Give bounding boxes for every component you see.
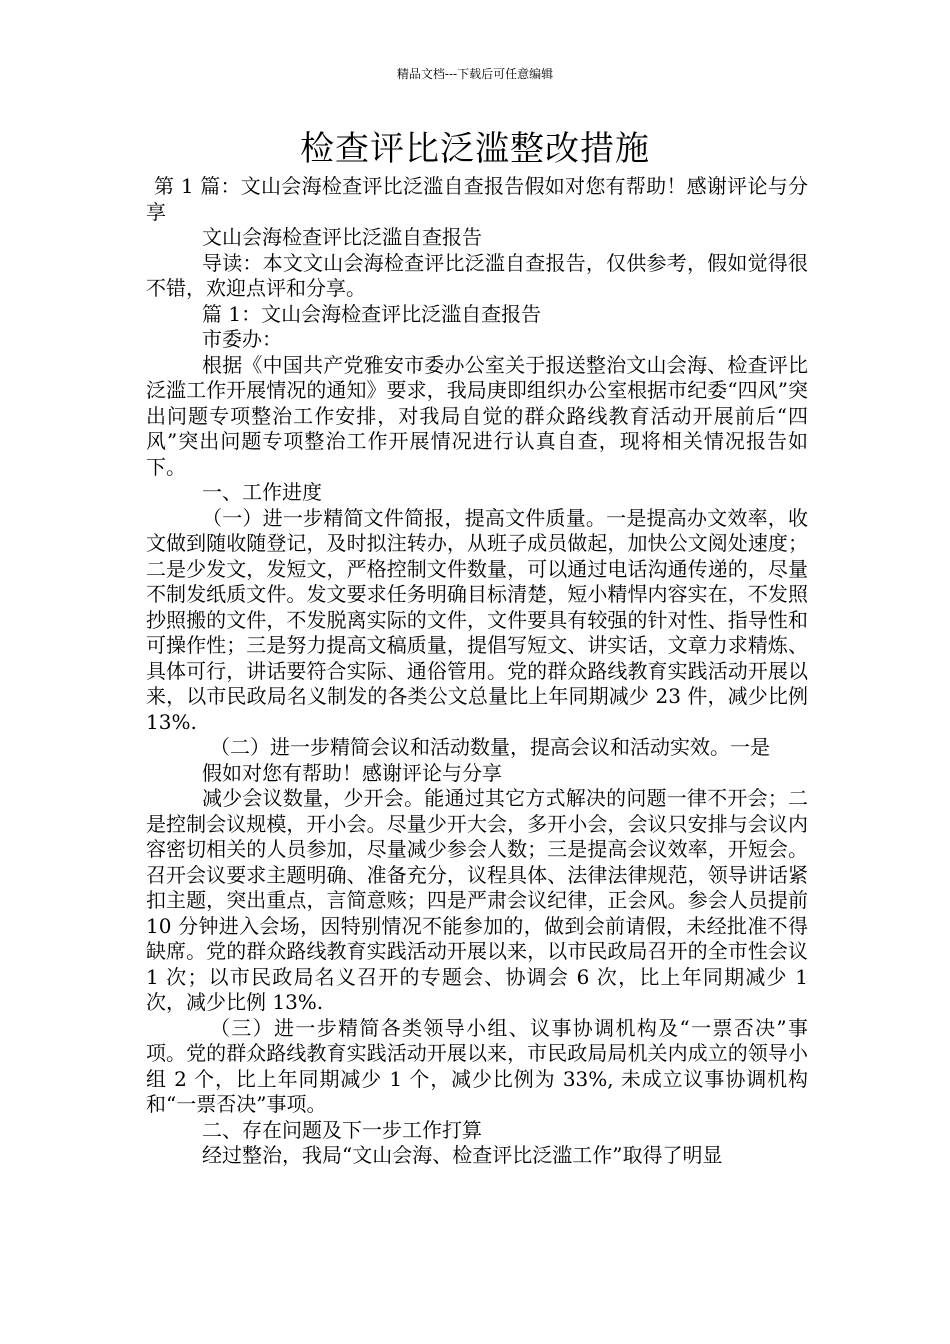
paragraph: 经过整治，我局“文山会海、检查评比泛滥工作”取得了明显 (202, 1143, 723, 1167)
paragraph: 导读：本文文山会海检查评比泛滥自查报告，仅供参考，假如觉得很不错，欢迎点评和分享。 (146, 250, 808, 300)
document-body (146, 174, 808, 1169)
paragraph: 根据《中国共产党雅安市委办公室关于报送整治文山会海、检查评比泛滥工作开展情况的通知》要求，我局庚即组织办公室根据市纪委“四风”突出问题专项整治工作安排，对我局自觉的群众路线教育活动开展前后“四风”突出问题专项整治工作开展情况进行认真自查，现将相关情况报告如下。 (146, 352, 808, 479)
page-header-note: 精品文档---下载后可任意编辑 (396, 67, 554, 81)
paragraph: 篇 1：文山会海检查评比泛滥自查报告 (202, 301, 542, 326)
paragraph: （二）进一步精简会议和活动数量，提高会议和活动实效。一是 (210, 735, 770, 759)
paragraph: （三）进一步精简各类领导小组、议事协调机构及“一票否决”事项。党的群众路线教育实践活动开展以来，市民政局局机关内成立的领导小组 2 个，比上年同期减少 1 个，减少比例为 33%, 未成立议事协调机构和“一票否决”事项。 (146, 1015, 808, 1116)
paragraph: 减少会议数量，少开会。能通过其它方式解决的问题一律不开会；二是控制会议规模，开小会。尽量少开大会，多开小会，会议只安排与会议内容密切相关的人员参加，尽量减少参会人数；三是提高会议效率，开短会。召开会议要求主题明确、准备充分，议程具体、法律法律规范，领导讲话紧扣主题，突出重点，言简意赅；四是严肃会议纪律，正会风。参会人员提前 10 分钟进入会场，因特别情况不能参加的，做到会前请假，未经批准不得缺席。党的群众路线教育实践活动开展以来，以市民政局召开的全市性会议 1 次；以市民政局名义召开的专题会、协调会 6 次，比上年同期减少 1 次，减少比例 13%. (146, 786, 808, 1014)
section-heading: 二、存在问题及下一步工作打算 (202, 1117, 482, 1142)
paragraph: 文山会海检查评比泛滥自查报告 (202, 225, 482, 249)
paragraph: 第 1 篇：文山会海检查评比泛滥自查报告假如对您有帮助！感谢评论与分享 (146, 174, 808, 224)
section-heading: 一、工作进度 (202, 480, 322, 504)
paragraph: 假如对您有帮助！感谢评论与分享 (202, 760, 502, 785)
paragraph: （一）进一步精简文件简报，提高文件质量。一是提高办文效率，收文做到随收随登记，及时拟注转办，从班子成员做起，加快公文阅处速度；二是少发文，发短文，严格控制文件数量，可以通过电话沟通传递的，尽量不制发纸质文件。发文要求任务明确目标清楚，短小精悍内容实在，不发照抄照搬的文件，不发脱离实际的文件，文件要具有较强的针对性、指导性和可操作性；三是努力提高文稿质量，提倡写短文、讲实话，文章力求精炼、具体可行，讲话要符合实际、通俗管用。党的群众路线教育实践活动开展以来，以市民政局名义制发的各类公文总量比上年同期减少 23 件，减少比例 13%. (146, 505, 808, 734)
document-title: 检查评比泛滥整改措施 (300, 129, 650, 169)
paragraph: 市委办： (202, 327, 282, 351)
